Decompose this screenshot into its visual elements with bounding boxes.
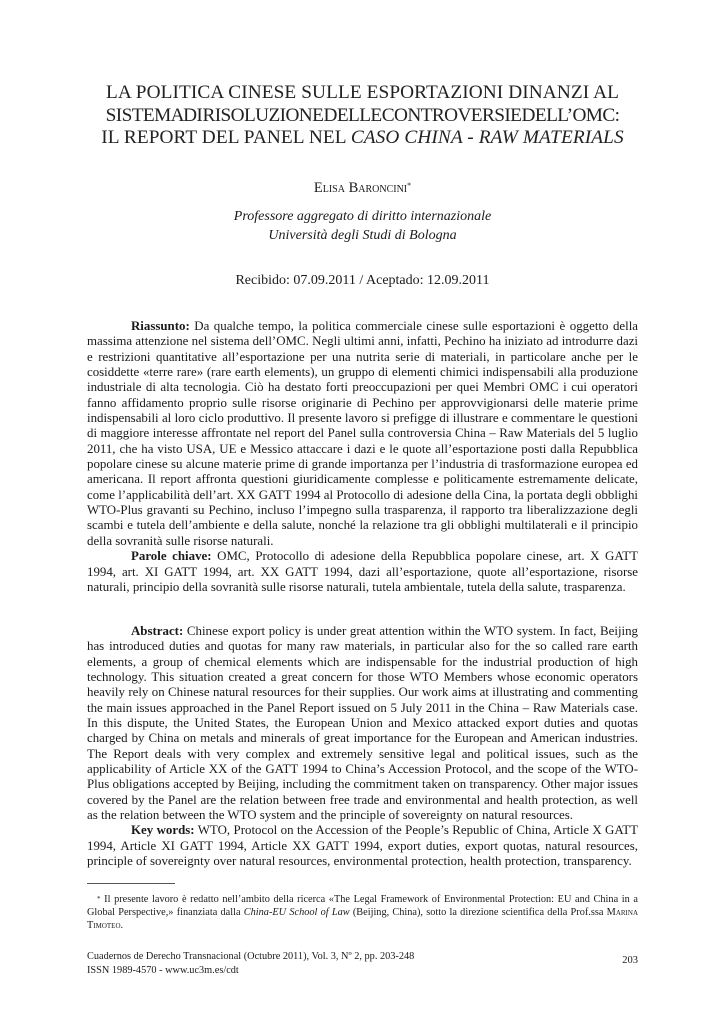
author-name: Elisa Baroncini: [313, 180, 408, 196]
title-line-3-prefix: IL REPORT DEL PANEL NEL: [101, 127, 351, 148]
author-line: [87, 179, 638, 198]
author-affiliation: [87, 207, 638, 245]
italian-abstract-block: [87, 319, 638, 595]
riassunto-paragraph: [87, 319, 638, 549]
page-number: 203: [622, 955, 638, 966]
footnote: [87, 893, 638, 933]
affiliation-university: Università degli Studi di Bologna: [268, 228, 457, 243]
riassunto-text: Da qualche tempo, la politica commerciale cinese sulle esportazioni è oggetto della massima attenzione nel sistema dell’OMC. Negli ultimi anni, infatti, Pechino ha iniziato ad introdurre dazi e restrizioni quantitative all’esportazione per una nutrita serie di materiali, in particolare anche per le cosiddette «terre rare» (rare earth elements), un gruppo di elementi chimici indispensabili alla produzione industriale di alta tecnologia. Ciò ha destato forti preoccupazioni per quei Membri OMC i cui operatori fanno affidamento proprio sulle risorse originarie di Pechino per approvvigionarsi delle materie prime indispensabili al loro ciclo produttivo. Il presente lavoro si prefigge di illustrare e commentare le questioni di maggiore interesse affrontate nel report del Panel sulla controversia China – Raw Materials del 5 luglio 2011, che ha visto USA, UE e Messico attaccare i dazi e le quote all’esportazione posti dalla Repubblica popolare cinese su alcune materie prime di grande importanza per l’industria di trasformazione europea ed americana. Il report affronta questioni giuridicamente complesse e politicamente estremamente delicate, come l’applicabilità dell’art. XX GATT 1994 al Protocollo di adesione della Cina, la portata degli obblighi WTO-Plus gravanti su Pechino, incluso l’impegno sulla trasparenza, il rapporto tra liberalizzazione degli scambi e tutela dell’ambiente e della salute, nonché la relazione tra gli obblighi multilaterali e il principio della sovranità sulle risorse naturali.: [87, 319, 638, 548]
key-words-paragraph: [87, 823, 638, 869]
parole-chiave-text: OMC, Protocollo di adesione della Repubblica popolare cinese, art. X GATT 1994, art. XI GATT 1994, art. XX GATT 1994, dazi all’esportazione, quote all’esportazione, risorse naturali, principio della sovranità sulle risorse naturali, tutela ambientale, tutela della salute, trasparenza.: [87, 549, 638, 594]
title-line-3: [87, 127, 638, 150]
footnote-supervisor-name: Marina Timoteo: [87, 907, 638, 932]
footnote-text-c: .: [120, 920, 124, 932]
title-case-name: CASO CHINA - RAW MATERIALS: [350, 127, 624, 148]
submission-dates: Recibido: 07.09.2011 / Aceptado: 12.09.2011: [235, 273, 490, 288]
parole-chiave-label: Parole chiave:: [131, 549, 212, 564]
riassunto-label: Riassunto:: [131, 319, 190, 333]
abstract-text: Chinese export policy is under great attention within the WTO system. In fact, Beijing has introduced duties and quotas for many raw materials, in particular also for the so called rare earth elements, a group of chemical elements which are indispensable for the industrial production of high technology. This situation created a great concern for those WTO Members whose economic operators heavily rely on Chinese natural resources for their supplies. Our work aims at illustrating and commenting the main issues approached in the Panel Report issued on 5 July 2011 in the China – Raw Materials case. In this dispute, the United States, the European Union and Mexico attacked export duties and quotas charged by China on metals and minerals of great importance for the European and American industries. The Report deals with very complex and extremely sensitive legal and political issues, such as the applicability of Article XX of the GATT 1994 to China’s Accession Protocol, and the scope of the WTO-Plus obligations accepted by Beijing, including the commitment taken on transparency. Other major issues covered by the Panel are the relation between free trade and environmental and health protection, as well as the relation between the WTO system and the principle of sovereignty on natural resources.: [87, 624, 638, 823]
paper-title: [87, 82, 638, 150]
footnote-text-a: Il presente lavoro è redatto nell’ambito della ricerca «The Legal Framework of Environmental Protection: EU and China in a Global Perspective,» finanziata dalla: [87, 894, 638, 919]
footer-issn: ISSN 1989-4570 - www.uc3m.es/cdt: [87, 965, 239, 976]
footnote-paragraph: [87, 893, 638, 933]
footnote-divider: [87, 883, 175, 884]
english-abstract-block: [87, 624, 638, 870]
title-line-1: LA POLITICA CINESE SULLE ESPORTAZIONI DINANZI AL: [105, 82, 620, 103]
paper-page: [87, 0, 638, 1024]
author-footnote-mark: *: [407, 181, 412, 190]
abstract-paragraph: [87, 624, 638, 823]
key-words-label: Key words:: [131, 823, 195, 838]
abstract-label: Abstract:: [131, 624, 184, 638]
footer-journal-citation: Cuadernos de Derecho Transnacional (Octubre 2011), Vol. 3, Nº 2, pp. 203-248: [87, 951, 415, 962]
affiliation-position: Professore aggregato di diritto internazionale: [233, 209, 492, 224]
footnote-school-name: China-EU School of Law: [243, 907, 350, 919]
footnote-mark: *: [97, 895, 101, 903]
page-footer: [87, 950, 638, 978]
title-line-2: SISTEMA DI RISOLUZIONE DELLE CONTROVERSIE DELL’OMC:: [105, 104, 620, 126]
key-words-text: WTO, Protocol on the Accession of the People’s Republic of China, Article X GATT 1994, Article XI GATT 1994, Article XX GATT 1994, export duties, export quotas, natural resources, principle of sovereignty over natural resources, environmental protection, health protection, transparency.: [87, 823, 638, 869]
footnote-text-b: (Beijing, China), sotto la direzione scientifica della Prof.ssa: [349, 907, 607, 919]
parole-chiave-paragraph: [87, 549, 638, 595]
